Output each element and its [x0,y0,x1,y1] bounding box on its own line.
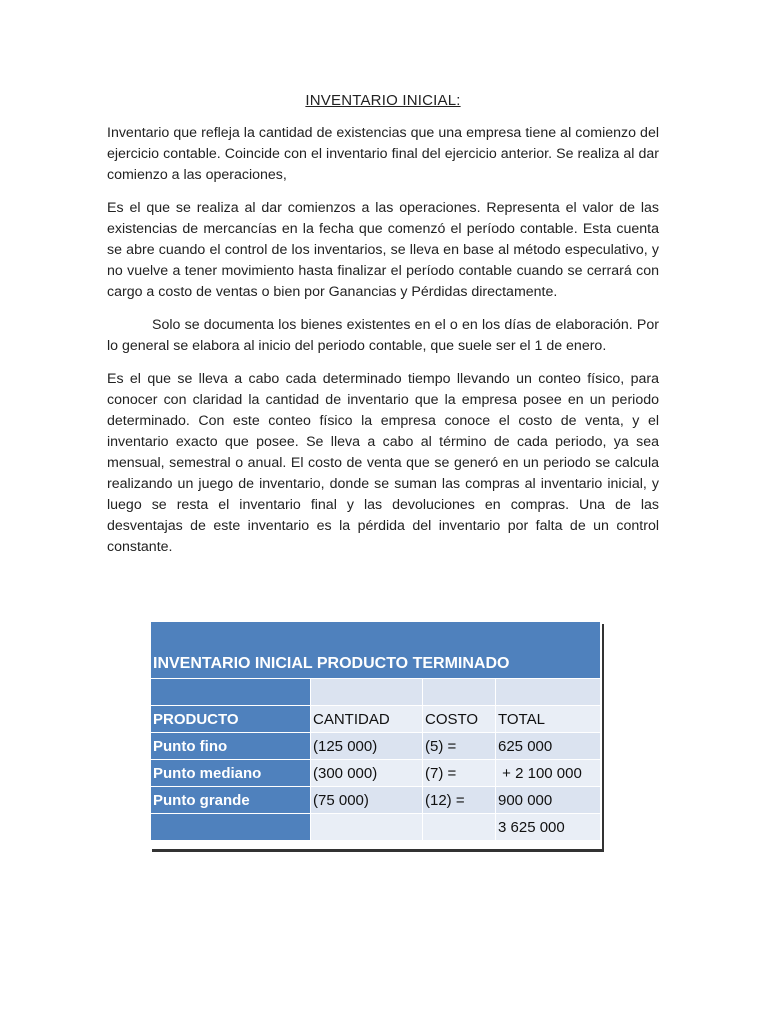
product-total: 900 000 [496,787,601,814]
header-cantidad: CANTIDAD [311,706,423,733]
table-empty-row [151,679,601,706]
product-total: + 2 100 000 [496,760,601,787]
document-title: INVENTARIO INICIAL: [305,92,461,109]
product-quantity: (75 000) [311,787,423,814]
table-row [151,787,601,814]
product-cost: (5) = [423,733,496,760]
product-total: 625 000 [496,733,601,760]
header-producto: PRODUCTO [151,706,311,733]
product-name: Punto mediano [151,760,311,787]
document-page [107,92,659,570]
table-row [151,760,601,787]
paragraph-1: Inventario que refleja la cantidad de existencias que una empresa tiene al comienzo del ejercicio contable. Coincide con el inventario final del ejercicio anterior. Se realiza al dar comienzo a las operaciones, [107,125,659,183]
product-quantity: (300 000) [311,760,423,787]
table-header-row [151,706,601,733]
table-total-row [151,814,601,841]
product-name: Punto fino [151,733,311,760]
inventory-table [150,621,601,841]
product-cost: (7) = [423,760,496,787]
paragraph-4: Es el que se lleva a cabo cada determinado tiempo llevando un conteo físico, para conocer con claridad la cantidad de inventario que la empresa posee en un periodo determinado. Con este conteo físico la empresa conoce el costo de venta, y el inventario exacto que posee. Se lleva a cabo al término de cada periodo, ya sea mensual, semestral o anual. El costo de venta que se generó en un periodo se calcula realizando un juego de inventario, donde se suman las compras al inventario inicial, y luego se resta el inventario final y las devoluciones en compras. Una de las desventajas de este inventario es la pérdida del inventario por falta de un control constante. [107,371,659,555]
table-title: INVENTARIO INICIAL PRODUCTO TERMINADO [151,622,601,679]
header-total: TOTAL [496,706,601,733]
paragraph-2: Es el que se realiza al dar comienzos a las operaciones. Representa el valor de las existencias de mercancías en la fecha que comenzó el período contable. Esta cuenta se abre cuando el control de los inventarios, se lleva en base al método especulativo, y no vuelve a tener movimiento hasta finalizar el período contable cuando se cerrará con cargo a costo de ventas o bien por Ganancias y Pérdidas directamente. [107,200,659,300]
table-row [151,733,601,760]
product-name: Punto grande [151,787,311,814]
grand-total: 3 625 000 [496,814,601,841]
product-cost: (12) = [423,787,496,814]
paragraph-3: Solo se documenta los bienes existentes en el o en los días de elaboración. Por lo general se elabora al inicio del periodo contable, que suele ser el 1 de enero. [107,317,659,354]
product-quantity: (125 000) [311,733,423,760]
header-costo: COSTO [423,706,496,733]
table-title-row [151,622,601,679]
inventory-table-image [150,621,602,849]
